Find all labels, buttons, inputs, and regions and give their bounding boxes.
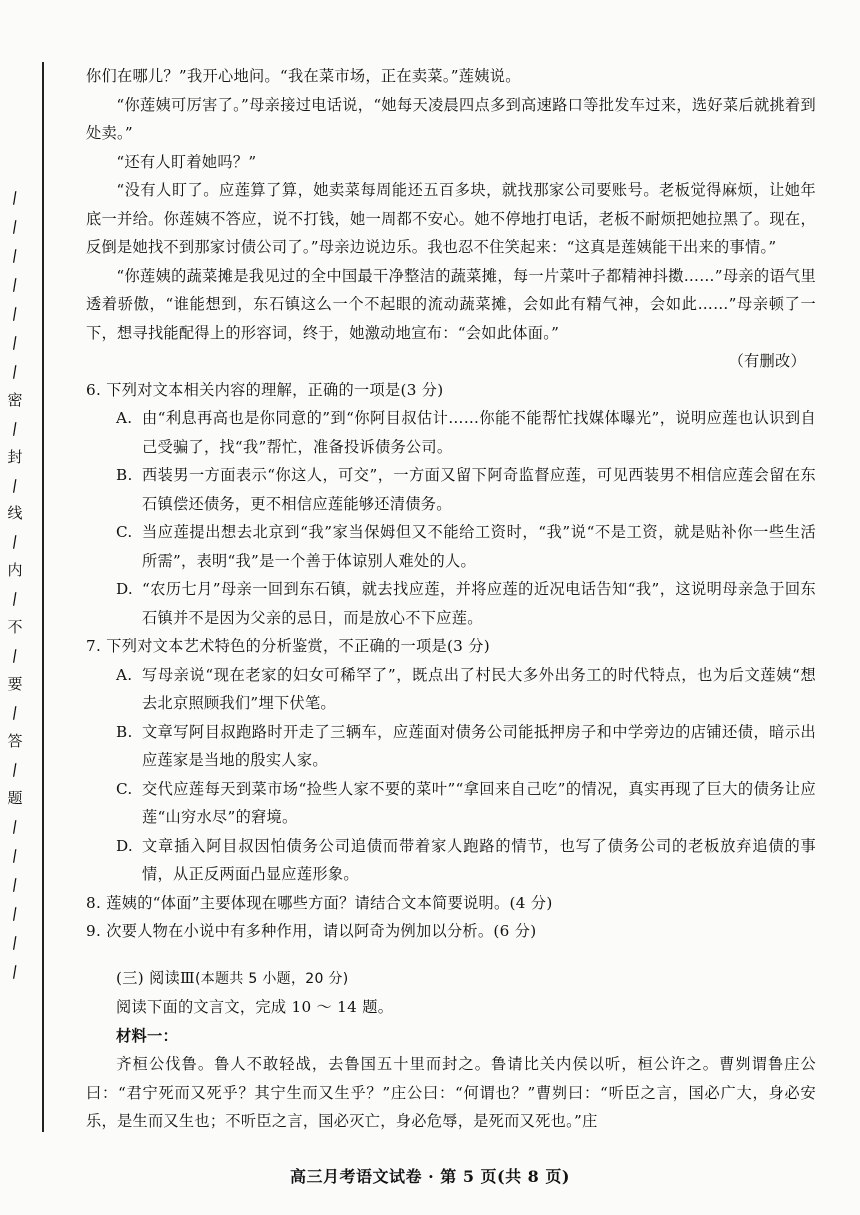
passage-paragraph: “你莲姨可厉害了。”母亲接过电话说，“她每天凌晨四点多到高速路口等批发车过来，选好菜后就挑着到处卖。”	[86, 95, 816, 142]
binding-char: 线	[7, 504, 23, 523]
answer-option	[116, 461, 816, 518]
option-text: 交代应莲每天到菜市场“捡些人家不要的菜叶”“拿回来自己吃”的情况，真实再现了巨大的债务让应莲“山穷水尽”的窘境。	[142, 779, 816, 826]
option-text: 西装男一方面表示“你这人，可交”，一方面又留下阿奇监督应莲，可见西装男不相信应莲会留在东石镇偿还债务，更不相信应莲能够还清债务。	[142, 466, 816, 513]
binding-slash: /	[10, 274, 19, 295]
answer-option	[116, 775, 816, 832]
answer-option	[116, 404, 816, 461]
option-text: 由“利息再高也是你同意的”到“你阿目叔估计……你能不能帮忙找媒体曝光”，说明应莲也认识到自己受骗了，找“我”帮忙，准备投诉债务公司。	[142, 409, 816, 456]
binding-char: 内	[7, 561, 23, 580]
question-stem: 6. 下列对文本相关内容的理解，正确的一项是(3 分)	[86, 380, 444, 399]
binding-slash: /	[10, 845, 19, 866]
question-stem: 8. 莲姨的“体面”主要体现在哪些方面？请结合文本简要说明。(4 分)	[86, 893, 553, 912]
source-note: （有删改）	[728, 352, 806, 370]
binding-slash: /	[10, 589, 19, 609]
binding-slash: /	[10, 961, 19, 982]
sealing-line-strip	[4, 187, 26, 982]
question-item	[86, 917, 816, 946]
binding-char: 封	[7, 447, 23, 466]
binding-slash: /	[10, 418, 19, 438]
binding-char: 不	[7, 618, 23, 637]
binding-slash: /	[10, 874, 19, 895]
question-item	[86, 376, 816, 633]
section-title: (三) 阅读Ⅲ	[116, 968, 195, 987]
passage-paragraph: “你莲姨的蔬菜摊是我见过的全中国最干净整洁的蔬菜摊，每一片菜叶子都精神抖擞……”母亲的语气里透着骄傲，“谁能想到，东石镇这么一个不起眼的流动蔬菜摊，会如此有精气神，会如此……”母亲顿了一下，想寻找能配得上的形容词，终于，她激动地宣布：“会如此体面。”	[86, 266, 816, 342]
question-stem: 7. 下列对文本艺术特色的分析鉴赏，不正确的一项是(3 分)	[86, 637, 490, 655]
binding-slash: /	[10, 645, 19, 666]
page-footer: 高三月考语文试卷 · 第 5 页(共 8 页)	[290, 1167, 570, 1186]
binding-char: 答	[7, 732, 23, 751]
exam-page-content	[86, 62, 816, 1136]
binding-char: 要	[7, 675, 23, 694]
option-text: 文章插入阿目叔因怕债务公司追债而带着家人跑路的情节，也写了债务公司的老板放弃追债的事情，从正反两面凸显应莲形象。	[142, 836, 816, 883]
classical-text: 齐桓公伐鲁。鲁人不敢轻战，去鲁国五十里而封之。鲁请比关内侯以听，桓公许之。曹刿谓鲁庄公曰：“君宁死而又死乎？其宁生而又生乎？”庄公曰：“何谓也？”曹刿曰：“听臣之言，国必广大，身必安乐，是生而又生也；不听臣之言，国必灭亡，身必危辱，是死而又死也。”庄	[86, 1055, 816, 1130]
option-letter: A.	[116, 409, 133, 427]
question-list	[86, 376, 816, 946]
option-text: 写母亲说“现在老家的妇女可稀罕了”，既点出了村民大多外出务工的时代特点，也为后文莲姨“想去北京照顾我们”埋下伏笔。	[142, 665, 816, 712]
binding-margin-line	[42, 62, 44, 1132]
binding-slash: /	[10, 361, 19, 382]
answer-option	[116, 718, 816, 775]
option-letter: C.	[116, 523, 133, 541]
passage-paragraph: 你们在哪儿？”我开心地问。“我在菜市场，正在卖菜。”莲姨说。	[86, 67, 521, 85]
option-text: 文章写阿目叔跑路时开走了三辆车，应莲面对债务公司能抵押房子和中学旁边的店铺还债，暗示出应莲家是当地的殷实人家。	[142, 722, 816, 769]
binding-slash: /	[10, 187, 19, 208]
section-three	[86, 964, 816, 1136]
option-text: “农历七月”母亲一回到东石镇，就去找应莲，并将应莲的近况电话告知“我”，这说明母亲急于回东石镇并不是因为父亲的忌日，而是放心不下应莲。	[142, 580, 816, 627]
section-instruction: 阅读下面的文言文，完成 10 ～ 14 题。	[116, 998, 394, 1016]
option-letter: C.	[116, 779, 133, 798]
answer-option	[116, 832, 816, 889]
question-stem: 9. 次要人物在小说中有多种作用，请以阿奇为例加以分析。(6 分)	[86, 922, 537, 940]
binding-slash: /	[10, 245, 19, 266]
binding-slash: /	[10, 532, 19, 552]
binding-slash: /	[10, 759, 19, 780]
answer-option	[116, 518, 816, 575]
binding-slash: /	[10, 332, 19, 353]
material-label: 材料一：	[116, 1026, 178, 1045]
option-letter: B.	[116, 722, 133, 741]
binding-slash: /	[10, 216, 19, 237]
binding-slash: /	[10, 932, 19, 953]
passage-paragraph: “没有人盯了。应莲算了算，她卖菜每周能还五百多块，就找那家公司要账号。老板觉得麻烦，让她年底一并给。你莲姨不答应，说不打钱，她一周都不安心。她不停地打电话，老板不耐烦把她拉黑了。现在，反倒是她找不到那家讨债公司了。”母亲边说边乐。我也忍不住笑起来：“这真是莲姨能干出来的事情。”	[86, 181, 816, 256]
option-letter: D.	[116, 836, 134, 855]
binding-slash: /	[10, 303, 19, 324]
option-letter: D.	[116, 580, 134, 598]
section-heading	[116, 964, 816, 994]
binding-char: 题	[7, 789, 23, 808]
answer-option	[116, 661, 816, 718]
question-item	[86, 889, 816, 918]
binding-slash: /	[10, 816, 19, 837]
answer-option	[116, 575, 816, 632]
option-letter: B.	[116, 466, 133, 484]
section-count: (本题共 5 小题，20 分)	[195, 970, 349, 987]
passage-paragraph: “还有人盯着她吗？”	[116, 152, 257, 171]
binding-slash: /	[10, 475, 19, 495]
reading-passage	[86, 62, 816, 347]
option-letter: A.	[116, 665, 133, 684]
binding-char: 密	[7, 390, 23, 409]
binding-slash: /	[10, 702, 19, 723]
question-item	[86, 632, 816, 889]
option-text: 当应莲提出想去北京到“我”家当保姆但又不能给工资时，“我”说“不是工资，就是贴补你一些生活所需”，表明“我”是一个善于体谅别人难处的人。	[142, 523, 816, 570]
binding-slash: /	[10, 903, 19, 924]
